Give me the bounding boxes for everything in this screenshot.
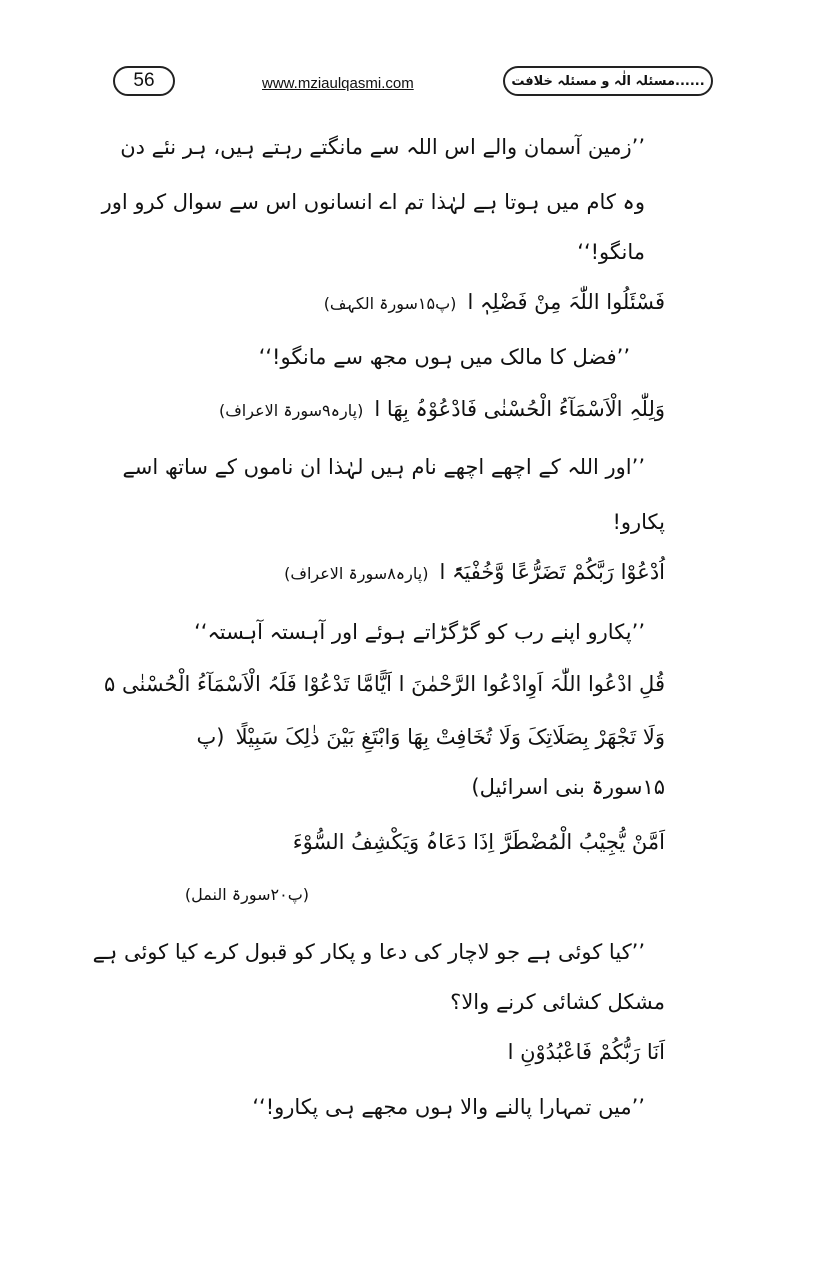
quran-verse-line [284, 560, 665, 584]
arabic-verse: وَلِلّٰہِ الْاَسْمَآءُ الْحُسْنٰی فَادْعُوْہُ بِھَا ا [374, 397, 665, 421]
urdu-line: مشکل کشائی کرنے والا؟ [450, 990, 665, 1014]
urdu-line: مانگو!‘‘ [577, 240, 645, 264]
website-link[interactable]: www.mziaulqasmi.com [262, 75, 414, 92]
verse-reference: (پارہ۹سورۃ الاعراف) [218, 401, 364, 420]
urdu-line: ’’میں تمہارا پالنے والا ہوں مجھے ہی پکارو!‘‘ [252, 1095, 645, 1119]
verse-reference: (پ [196, 725, 225, 749]
arabic-verse: قُلِ ادْعُوا اللّٰہَ اَوِادْعُوا الرَّحْمٰنَ ا اَیًّامَّا تَدْعُوْا فَلَہُ الْاَسْمَآءُ الْحُسْنٰی ۵ [104, 672, 665, 696]
arabic-verse: فَسْئَلُوا اللّٰہَ مِنْ فَضْلِہٖ ا [467, 290, 665, 314]
arabic-verse: اَنَا رَبُّکُمْ فَاعْبُدُوْنِ ا [507, 1040, 665, 1064]
urdu-line: ’’اور اللہ کے اچھے اچھے نام ہیں لہٰذا ان ناموں کے ساتھ اسے [122, 455, 645, 479]
arabic-verse: وَلَا تَجْھَرْ بِصَلَاتِکَ وَلَا تُخَافِتْ بِھَا وَابْتَغِ بَیْنَ ذٰلِکَ سَبِیْلًا [235, 725, 665, 749]
verse-reference: (پ۲۰سورۃ النمل) [184, 885, 309, 904]
verse-reference: ۱۵سورۃ بنی اسرائیل) [471, 775, 665, 799]
page-number: 56 [113, 66, 175, 96]
verse-reference: (پ۱۵سورۃ الکہف) [323, 294, 457, 313]
urdu-line: پکارو! [612, 510, 665, 534]
urdu-line: ’’پکارو اپنے رب کو گڑگڑاتے ہوئے اور آہستہ آہستہ‘‘ [194, 620, 645, 644]
arabic-verse: اَمَّنْ یُّجِیْبُ الْمُضْطَرَّ اِذَا دَعَاہُ وَیَکْشِفُ السُّوْءَ [292, 830, 665, 854]
urdu-line: ’’کیا کوئی ہے جو لاچار کی دعا و پکار کو قبول کرے کیا کوئی ہے [92, 940, 645, 964]
arabic-verse: اُدْعُوْا رَبَّکُمْ تَضَرُّعًا وَّخُفْیَۃً ا [439, 560, 665, 584]
urdu-line: وہ کام میں ہوتا ہے لہٰذا تم اے انسانوں اس سے سوال کرو اور [101, 190, 645, 214]
verse-reference: (پارہ۸سورۃ الاعراف) [284, 564, 429, 583]
urdu-line: ’’زمین آسمان والے اس اللہ سے مانگتے رہتے ہیں، ہر نئے دن [120, 135, 645, 159]
quran-verse-line [197, 725, 666, 749]
quran-verse-line [324, 290, 665, 314]
urdu-line: ’’فضل کا مالک میں ہوں مجھ سے مانگو!‘‘ [258, 345, 630, 369]
quran-verse-line [219, 397, 665, 421]
book-title: مسئلہ الٰہ و مسئلہ خلافت...... [503, 66, 713, 96]
